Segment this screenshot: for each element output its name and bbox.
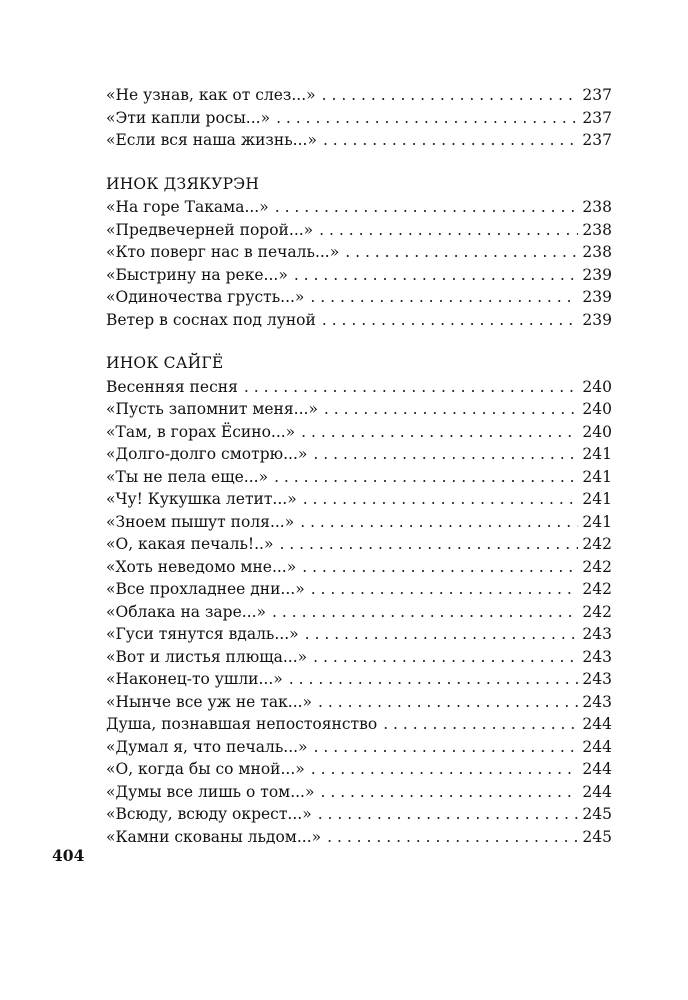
toc-entry [106, 286, 612, 309]
entry-page-number: 243 [582, 692, 612, 711]
entry-page-number: 238 [582, 198, 612, 216]
toc-entry [106, 107, 612, 130]
dot-leader [320, 781, 578, 804]
entry-page-number: 245 [582, 827, 612, 846]
entry-page-number: 244 [582, 737, 612, 756]
toc-entry [106, 646, 612, 669]
entry-page-number: 241 [582, 512, 612, 531]
dot-leader [275, 196, 579, 219]
dot-leader [289, 668, 579, 691]
entry-page-number: 243 [582, 670, 612, 688]
dot-leader [244, 376, 579, 399]
dot-leader [300, 511, 578, 534]
entry-title: «Нынче все уж не так...» [106, 692, 313, 711]
entry-page-number: 238 [582, 243, 612, 261]
section-heading: ИНОК ДЗЯКУРЭН [106, 174, 260, 193]
entry-page-number: 243 [582, 647, 612, 666]
dot-leader [311, 578, 579, 601]
toc-section [106, 173, 612, 332]
toc-entry [106, 466, 612, 489]
dot-leader [276, 107, 578, 130]
entry-page-number: 239 [582, 288, 612, 306]
entry-title: «Гуси тянутся вдаль...» [106, 625, 299, 643]
entry-title: «Камни скованы льдом...» [106, 827, 322, 846]
entry-page-number: 245 [582, 805, 612, 823]
dot-leader [383, 713, 578, 736]
dot-leader [319, 219, 578, 242]
entry-page-number: 237 [582, 131, 612, 149]
dot-leader [279, 533, 578, 556]
entry-title: «О, когда бы со мной...» [106, 760, 305, 778]
toc-entry [106, 443, 612, 466]
toc-entry [106, 781, 612, 804]
entry-page-number: 238 [582, 220, 612, 239]
entry-page-number: 241 [582, 467, 612, 486]
entry-title: «Думал я, что печаль...» [106, 737, 308, 756]
entry-title: «Чу! Кукушка летит...» [106, 490, 297, 508]
dot-leader [345, 241, 578, 264]
entry-title: «Зноем пышут поля...» [106, 512, 295, 531]
entry-page-number: 241 [582, 445, 612, 463]
toc-entry [106, 84, 612, 107]
dot-leader [323, 129, 578, 152]
entry-page-number: 239 [582, 265, 612, 284]
toc-entry [106, 488, 612, 511]
dot-leader [314, 736, 579, 759]
toc-entry [106, 129, 612, 152]
entry-page-number: 243 [582, 625, 612, 643]
entry-page-number: 240 [582, 400, 612, 418]
entry-page-number: 240 [582, 377, 612, 396]
toc-entry [106, 803, 612, 826]
entry-page-number: 241 [582, 490, 612, 508]
entry-page-number: 239 [582, 310, 612, 329]
entry-title: «Там, в горах Ёсино...» [106, 422, 296, 441]
toc-entry [106, 241, 612, 264]
table-of-contents [106, 84, 612, 869]
entry-title: Душа, познавшая непостоянство [106, 715, 378, 733]
entry-title: «Всюду, всюду окрест...» [106, 805, 312, 823]
dot-leader [322, 309, 579, 332]
toc-entry [106, 309, 612, 332]
dot-leader [274, 466, 578, 489]
toc-entry [106, 668, 612, 691]
entry-title: «Если вся наша жизнь...» [106, 131, 317, 149]
entry-title: «Ты не пела еще...» [106, 467, 269, 486]
toc-entry [106, 601, 612, 624]
toc-entry [106, 691, 612, 714]
toc-entry [106, 623, 612, 646]
entry-title: «Одиночества грусть...» [106, 288, 305, 306]
entry-title: «Пусть запомнит меня...» [106, 400, 318, 418]
entry-title: Весенняя песня [106, 377, 238, 396]
toc-entry [106, 533, 612, 556]
entry-page-number: 242 [582, 557, 612, 576]
toc-entry [106, 376, 612, 399]
toc-entry [106, 398, 612, 421]
dot-leader [318, 803, 579, 826]
toc-entry [106, 511, 612, 534]
entry-title: «Долго-долго смотрю...» [106, 445, 308, 463]
toc-entry [106, 736, 612, 759]
toc-entry [106, 758, 612, 781]
dot-leader [272, 601, 578, 624]
entry-title: «Быстрину на реке...» [106, 265, 288, 284]
dot-leader [322, 84, 579, 107]
entry-title: «Все прохладнее дни...» [106, 580, 305, 598]
dot-leader [301, 421, 578, 444]
toc-entry [106, 421, 612, 444]
toc-section [106, 352, 612, 848]
toc-entry [106, 713, 612, 736]
toc-entry [106, 556, 612, 579]
toc-entry [106, 219, 612, 242]
entry-page-number: 244 [582, 715, 612, 733]
dot-leader [313, 646, 578, 669]
dot-leader [313, 443, 578, 466]
dot-leader [305, 623, 579, 646]
entry-page-number: 237 [582, 108, 612, 127]
dot-leader [318, 691, 578, 714]
entry-title: «Предвечерней порой...» [106, 220, 314, 239]
dot-leader [327, 826, 578, 849]
entry-title: «Облака на заре...» [106, 602, 267, 621]
entry-page-number: 244 [582, 760, 612, 778]
entry-title: «О, какая печаль!..» [106, 535, 274, 553]
entry-title: «Думы все лишь о том...» [106, 782, 315, 801]
entry-page-number: 242 [582, 602, 612, 621]
entry-title: «Эти капли росы...» [106, 108, 271, 127]
entry-page-number: 242 [582, 535, 612, 553]
dot-leader [310, 286, 578, 309]
entry-page-number: 244 [582, 782, 612, 801]
entry-title: «Хоть неведомо мне...» [106, 557, 297, 576]
entry-title: Ветер в соснах под луной [106, 310, 316, 329]
dot-leader [311, 758, 579, 781]
entry-title: «Вот и листья плюща...» [106, 647, 308, 666]
entry-title: «На горе Такама...» [106, 198, 269, 216]
toc-section [106, 84, 612, 152]
toc-entry [106, 578, 612, 601]
dot-leader [303, 488, 579, 511]
entry-page-number: 237 [582, 86, 612, 104]
page-folio-number: 404 [52, 846, 85, 865]
toc-entry [106, 196, 612, 219]
toc-entry [106, 264, 612, 287]
dot-leader [294, 264, 579, 287]
toc-entry [106, 826, 612, 849]
section-heading: ИНОК САЙГЁ [106, 354, 224, 372]
dot-leader [302, 556, 578, 579]
entry-page-number: 240 [582, 422, 612, 441]
dot-leader [324, 398, 578, 421]
entry-page-number: 242 [582, 580, 612, 598]
entry-title: «Не узнав, как от слез...» [106, 86, 316, 104]
entry-title: «Кто поверг нас в печаль...» [106, 243, 340, 261]
entry-title: «Наконец-то ушли...» [106, 670, 283, 688]
